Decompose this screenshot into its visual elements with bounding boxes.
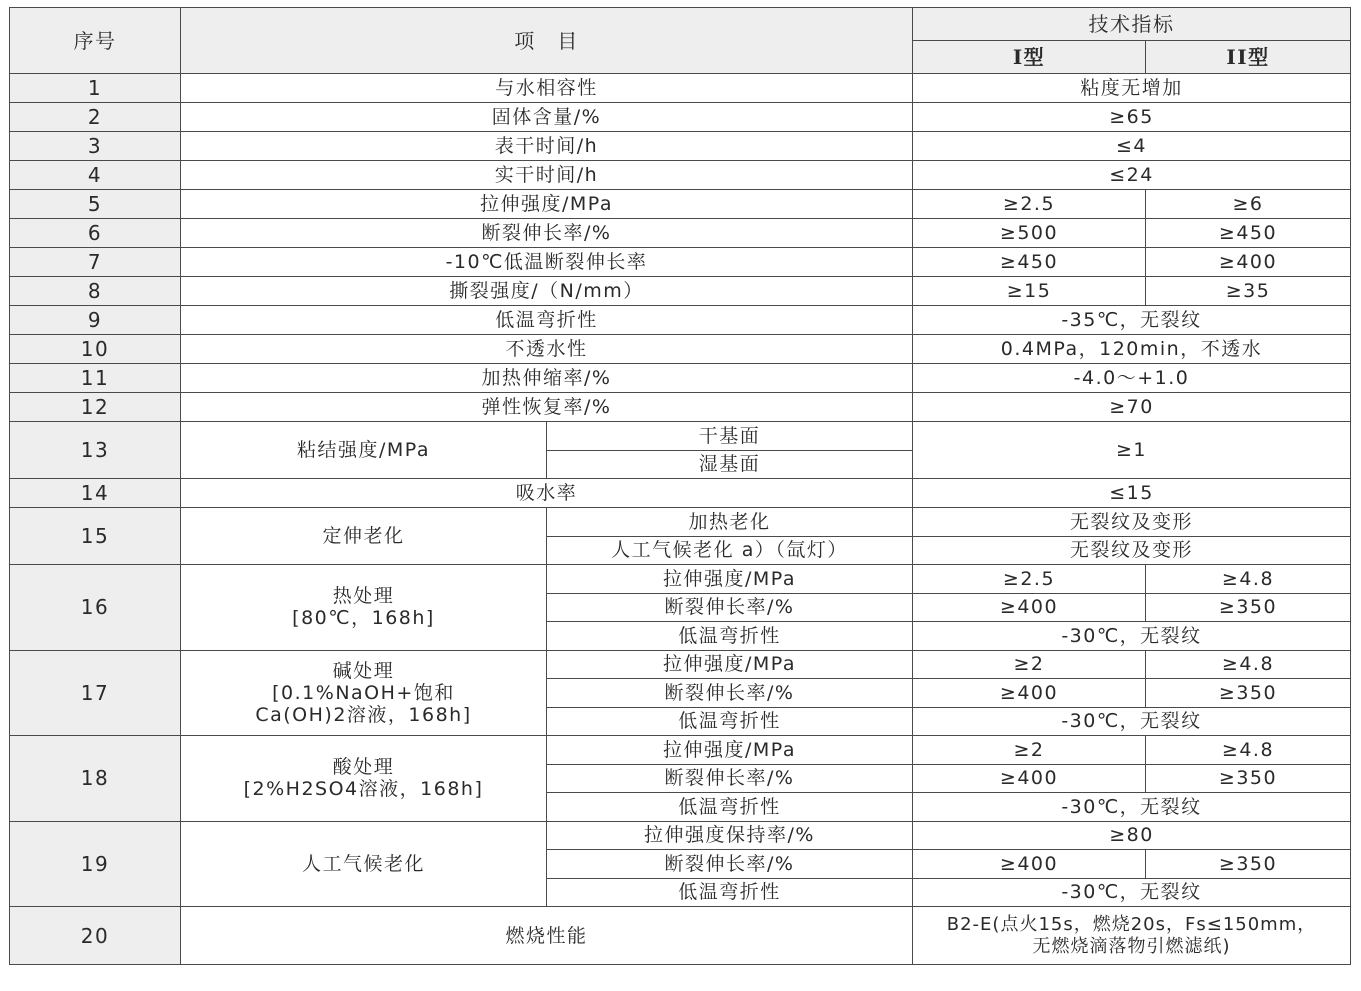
row-subitem: 断裂伸长率/% <box>547 850 913 879</box>
row-number: 10 <box>10 335 181 364</box>
row-number: 18 <box>10 736 181 822</box>
row-value: ≤24 <box>913 161 1351 190</box>
row-value: -30℃，无裂纹 <box>913 622 1351 651</box>
row-number: 6 <box>10 219 181 248</box>
row-number: 1 <box>10 74 181 103</box>
row-item: 燃烧性能 <box>181 907 913 965</box>
row-value: ≤15 <box>913 479 1351 508</box>
row-number: 12 <box>10 393 181 422</box>
row-subitem: 断裂伸长率/% <box>547 593 913 622</box>
header-spec: 技术指标 <box>913 8 1351 41</box>
table-row <box>10 736 1351 765</box>
row-item: 加热伸缩率/% <box>181 364 913 393</box>
table-row <box>10 190 1351 219</box>
row-subitem: 低温弯折性 <box>547 707 913 736</box>
row-value-type1: ≥450 <box>913 248 1146 277</box>
row-item-line: 碱处理 <box>332 659 395 682</box>
spec-table <box>9 7 1351 965</box>
header-row <box>10 8 1351 41</box>
row-value: ≥70 <box>913 393 1351 422</box>
row-subitem: 断裂伸长率/% <box>547 764 913 793</box>
row-subitem: 低温弯折性 <box>547 793 913 822</box>
row-value-type1: ≥2 <box>913 736 1146 765</box>
row-item: 吸水率 <box>181 479 913 508</box>
row-subitem: 拉伸强度/MPa <box>547 650 913 679</box>
row-item <box>181 736 547 822</box>
row-item-line: [2%H2SO4溶液，168h] <box>243 778 484 801</box>
row-value: ≥1 <box>913 422 1351 479</box>
row-subitem: 低温弯折性 <box>547 878 913 907</box>
row-number: 13 <box>10 422 181 479</box>
row-value-line: 无燃烧滴落物引燃滤纸) <box>1032 935 1231 957</box>
row-value-type2: ≥350 <box>1146 764 1351 793</box>
row-subitem: 湿基面 <box>547 450 913 479</box>
table-row <box>10 103 1351 132</box>
row-item-line: Ca(OH)2溶液，168h] <box>255 703 472 726</box>
header-seq: 序号 <box>10 8 181 74</box>
row-value-type1: ≥2.5 <box>913 565 1146 594</box>
row-value-type2: ≥4.8 <box>1146 736 1351 765</box>
row-subitem: 干基面 <box>547 422 913 451</box>
row-item: 定伸老化 <box>181 508 547 565</box>
row-item: 实干时间/h <box>181 161 913 190</box>
row-number: 9 <box>10 306 181 335</box>
table-row <box>10 907 1351 965</box>
table-row <box>10 393 1351 422</box>
table-row <box>10 821 1351 850</box>
row-value: ≥65 <box>913 103 1351 132</box>
row-subitem: 人工气候老化 a）（氙灯） <box>547 536 913 565</box>
table-row <box>10 422 1351 451</box>
row-value <box>913 907 1351 965</box>
row-subitem: 拉伸强度/MPa <box>547 565 913 594</box>
row-number: 3 <box>10 132 181 161</box>
header-item: 项 目 <box>181 8 913 74</box>
row-number: 7 <box>10 248 181 277</box>
row-value-type2: ≥450 <box>1146 219 1351 248</box>
row-item-line: [80℃，168h] <box>292 607 435 630</box>
row-subitem: 拉伸强度保持率/% <box>547 821 913 850</box>
row-value: 无裂纹及变形 <box>913 536 1351 565</box>
header-type2: II型 <box>1146 41 1351 74</box>
row-value: -35℃，无裂纹 <box>913 306 1351 335</box>
row-value-type2: ≥4.8 <box>1146 650 1351 679</box>
row-subitem: 低温弯折性 <box>547 622 913 651</box>
row-item: 拉伸强度/MPa <box>181 190 913 219</box>
row-value-type1: ≥400 <box>913 764 1146 793</box>
row-item: 固体含量/% <box>181 103 913 132</box>
row-value: 0.4MPa，120min，不透水 <box>913 335 1351 364</box>
row-number: 16 <box>10 565 181 651</box>
table-row <box>10 306 1351 335</box>
row-item-line: 热处理 <box>332 585 395 608</box>
row-number: 11 <box>10 364 181 393</box>
row-item: 与水相容性 <box>181 74 913 103</box>
row-value-type1: ≥2 <box>913 650 1146 679</box>
table-row <box>10 161 1351 190</box>
row-item <box>181 565 547 651</box>
row-item: -10℃低温断裂伸长率 <box>181 248 913 277</box>
row-number: 14 <box>10 479 181 508</box>
table-row <box>10 277 1351 306</box>
table-row <box>10 74 1351 103</box>
table-row <box>10 132 1351 161</box>
table-row <box>10 508 1351 537</box>
row-item <box>181 650 547 736</box>
row-value-type1: ≥400 <box>913 679 1146 708</box>
row-value: ≥80 <box>913 821 1351 850</box>
row-number: 19 <box>10 821 181 907</box>
table-row <box>10 248 1351 277</box>
row-value-type2: ≥400 <box>1146 248 1351 277</box>
row-item: 弹性恢复率/% <box>181 393 913 422</box>
row-value: -30℃，无裂纹 <box>913 793 1351 822</box>
row-number: 15 <box>10 508 181 565</box>
row-subitem: 拉伸强度/MPa <box>547 736 913 765</box>
row-value: 无裂纹及变形 <box>913 508 1351 537</box>
row-value-line: B2-E(点火15s，燃烧20s，Fs≤150mm， <box>946 913 1317 935</box>
row-value: ≤4 <box>913 132 1351 161</box>
row-item-line: [0.1%NaOH+饱和 <box>272 681 455 704</box>
row-number: 2 <box>10 103 181 132</box>
row-number: 8 <box>10 277 181 306</box>
row-subitem: 断裂伸长率/% <box>547 679 913 708</box>
row-item: 人工气候老化 <box>181 821 547 907</box>
row-number: 5 <box>10 190 181 219</box>
row-number: 4 <box>10 161 181 190</box>
row-value-type1: ≥2.5 <box>913 190 1146 219</box>
table-row <box>10 364 1351 393</box>
row-item: 低温弯折性 <box>181 306 913 335</box>
row-number: 17 <box>10 650 181 736</box>
row-value-type1: ≥400 <box>913 850 1146 879</box>
row-value: 粘度无增加 <box>913 74 1351 103</box>
row-value: -30℃，无裂纹 <box>913 878 1351 907</box>
row-value: -30℃，无裂纹 <box>913 707 1351 736</box>
row-value-type2: ≥350 <box>1146 850 1351 879</box>
row-value-type1: ≥400 <box>913 593 1146 622</box>
row-value-type2: ≥6 <box>1146 190 1351 219</box>
row-item-line: 酸处理 <box>332 756 395 779</box>
row-item: 表干时间/h <box>181 132 913 161</box>
row-subitem: 加热老化 <box>547 508 913 537</box>
row-value-type1: ≥15 <box>913 277 1146 306</box>
table-row <box>10 335 1351 364</box>
table-row <box>10 650 1351 679</box>
row-value-type2: ≥4.8 <box>1146 565 1351 594</box>
row-item: 断裂伸长率/% <box>181 219 913 248</box>
row-value-type2: ≥350 <box>1146 679 1351 708</box>
header-type1: I型 <box>913 41 1146 74</box>
row-value-type1: ≥500 <box>913 219 1146 248</box>
row-item: 不透水性 <box>181 335 913 364</box>
row-item: 粘结强度/MPa <box>181 422 547 479</box>
row-value: -4.0～+1.0 <box>913 364 1351 393</box>
row-value-type2: ≥35 <box>1146 277 1351 306</box>
table-row <box>10 565 1351 594</box>
row-item: 撕裂强度/（N/mm） <box>181 277 913 306</box>
row-number: 20 <box>10 907 181 965</box>
table-row <box>10 219 1351 248</box>
table-row <box>10 479 1351 508</box>
row-value-type2: ≥350 <box>1146 593 1351 622</box>
